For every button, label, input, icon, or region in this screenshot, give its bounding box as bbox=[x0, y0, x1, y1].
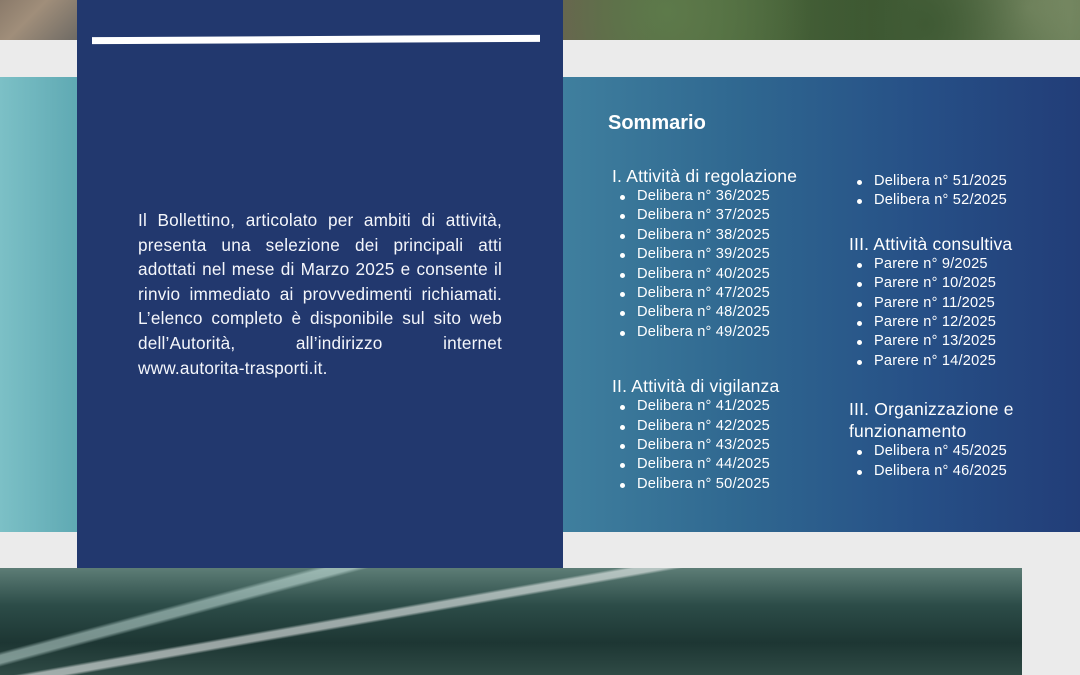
list-organizzazione bbox=[849, 442, 1059, 481]
section-title-organizzazione: III. Organizzazione e bbox=[849, 399, 1014, 420]
list-item[interactable]: Delibera n° 44/2025 bbox=[612, 455, 842, 474]
list-item[interactable]: Delibera n° 36/2025 bbox=[612, 187, 842, 206]
list-item[interactable]: Delibera n° 41/2025 bbox=[612, 397, 842, 416]
list-item[interactable]: Delibera n° 48/2025 bbox=[612, 303, 842, 322]
list-consultiva bbox=[849, 255, 1059, 371]
list-item[interactable]: Delibera n° 49/2025 bbox=[612, 323, 842, 342]
list-item[interactable]: Parere n° 11/2025 bbox=[849, 294, 1059, 313]
list-vigilanza bbox=[612, 397, 842, 494]
list-item[interactable]: Parere n° 12/2025 bbox=[849, 313, 1059, 332]
section-title-regolazione: I. Attività di regolazione bbox=[612, 166, 798, 186]
summary-column-right bbox=[849, 172, 1059, 481]
top-right-photo bbox=[563, 0, 1080, 40]
list-item[interactable]: Parere n° 10/2025 bbox=[849, 274, 1059, 293]
list-item[interactable]: Delibera n° 50/2025 bbox=[612, 475, 842, 494]
list-item[interactable]: Parere n° 9/2025 bbox=[849, 255, 1059, 274]
summary-title: Sommario bbox=[608, 112, 706, 134]
list-item[interactable]: Delibera n° 38/2025 bbox=[612, 226, 842, 245]
list-item[interactable]: Delibera n° 39/2025 bbox=[612, 245, 842, 264]
section-title-vigilanza: II. Attività di vigilanza bbox=[612, 376, 780, 397]
list-item[interactable]: Parere n° 14/2025 bbox=[849, 352, 1059, 371]
list-item[interactable]: Delibera n° 45/2025 bbox=[849, 442, 1059, 461]
list-item[interactable]: Delibera n° 37/2025 bbox=[612, 206, 842, 225]
list-regolazione bbox=[612, 187, 842, 342]
summary-column-left bbox=[612, 165, 842, 494]
list-item[interactable]: Delibera n° 52/2025 bbox=[849, 191, 1059, 210]
list-item[interactable]: Delibera n° 46/2025 bbox=[849, 462, 1059, 481]
section-title-consultiva: III. Attività consultiva bbox=[849, 233, 1013, 254]
list-item[interactable]: Delibera n° 42/2025 bbox=[612, 417, 842, 436]
section-title-organizzazione-line2: funzionamento bbox=[849, 421, 967, 442]
intro-text: Il Bollettino, articolato per ambiti di attività, presenta una selezione dei principali atti adottati nel mese di Marzo 2025 e consente il rinvio immediato ai provvedimenti richiamati. L’elenco completo è disponibile sul sito web dell’Autorità, all’indirizzo internet www.autorita-trasporti.it. bbox=[138, 210, 502, 378]
list-item[interactable]: Delibera n° 47/2025 bbox=[612, 284, 842, 303]
top-left-photo bbox=[0, 0, 78, 40]
list-item[interactable]: Delibera n° 51/2025 bbox=[849, 172, 1059, 191]
list-item[interactable]: Parere n° 13/2025 bbox=[849, 332, 1059, 351]
list-regolazione-continued bbox=[849, 172, 1059, 211]
bottom-photo bbox=[0, 568, 1022, 675]
list-item[interactable]: Delibera n° 40/2025 bbox=[612, 265, 842, 284]
list-item[interactable]: Delibera n° 43/2025 bbox=[612, 436, 842, 455]
left-teal-band bbox=[0, 77, 78, 532]
